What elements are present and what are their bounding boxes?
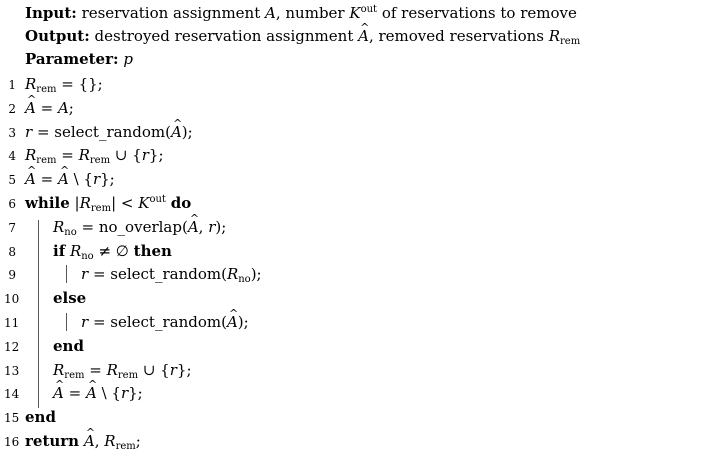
code-text: else xyxy=(53,289,87,308)
line-number: 14 xyxy=(4,387,20,402)
code-line xyxy=(0,97,716,119)
line-number: 7 xyxy=(8,220,16,235)
line-number: 2 xyxy=(8,101,16,116)
code-line xyxy=(0,287,716,309)
code-text: r = select_random(^ A); xyxy=(81,311,249,333)
line-number: 8 xyxy=(8,244,16,259)
code-text: ^ A = A; xyxy=(25,97,74,119)
code-line xyxy=(0,121,716,143)
parameter-line-text: p xyxy=(123,50,133,68)
code-line xyxy=(0,240,716,262)
code-text: return ^ A, $R_{rem}$; xyxy=(25,430,141,455)
code-line xyxy=(0,263,716,285)
code-line xyxy=(0,311,716,333)
code-line xyxy=(0,406,716,428)
code-text: ^ A = ^ A \ {r}; xyxy=(53,382,143,404)
code-text: $R_{rem} = R_{rem}$ ∪ {r}; xyxy=(53,360,192,381)
line-number: 4 xyxy=(8,149,16,164)
output-line-text: destroyed reservation assignment ^ A, removed reservations $R_{rem}$ xyxy=(90,27,580,45)
input-line-keyword: Input: xyxy=(25,4,77,22)
code-text: ^ A = ^ A \ {r}; xyxy=(25,168,115,190)
code-text: r = select_random(^ A); xyxy=(25,121,193,143)
input-line-text: reservation assignment A, number $K^{out}$ of reservations to remove xyxy=(76,4,577,22)
line-number: 3 xyxy=(8,125,16,140)
code-text: end xyxy=(25,408,56,427)
code-line xyxy=(0,430,716,452)
line-number: 10 xyxy=(4,292,20,307)
code-line xyxy=(0,73,716,95)
line-number: 11 xyxy=(4,316,20,330)
line-number: 6 xyxy=(8,197,16,211)
code-text: if $R_{no}$ ≠ ∅ then xyxy=(53,241,172,262)
code-line xyxy=(0,382,716,404)
line-number: 16 xyxy=(4,435,20,449)
code-line xyxy=(0,335,716,357)
line-number: 15 xyxy=(4,411,20,426)
code-line xyxy=(0,192,716,214)
code-line xyxy=(0,168,716,190)
line-number: 12 xyxy=(4,339,20,354)
line-number: 1 xyxy=(8,78,16,92)
code-text: $r = select\_random(R_{no})$; xyxy=(81,265,262,286)
code-line xyxy=(0,359,716,381)
code-text: $R_{no}$ = no_overlap(^ A, r); xyxy=(53,216,226,241)
code-text: $R_{rem} = R_{rem}$ ∪ {r}; xyxy=(25,146,164,167)
line-number: 9 xyxy=(8,268,16,283)
while-block-bar xyxy=(38,220,39,408)
line-number: 13 xyxy=(4,363,20,378)
code-text: end xyxy=(53,336,84,355)
code-text: $R_{rem}$ = {}; xyxy=(25,75,103,95)
output-line-keyword: Output: xyxy=(25,27,90,45)
if-block-bar xyxy=(66,265,67,283)
code-line xyxy=(0,144,716,166)
code-line xyxy=(0,216,716,238)
code-text: while $|R_{rem}| < K^{out}$ do xyxy=(25,194,192,214)
else-block-bar xyxy=(66,313,67,331)
parameter-line-keyword: Parameter: xyxy=(25,50,119,68)
line-number: 5 xyxy=(8,173,16,188)
